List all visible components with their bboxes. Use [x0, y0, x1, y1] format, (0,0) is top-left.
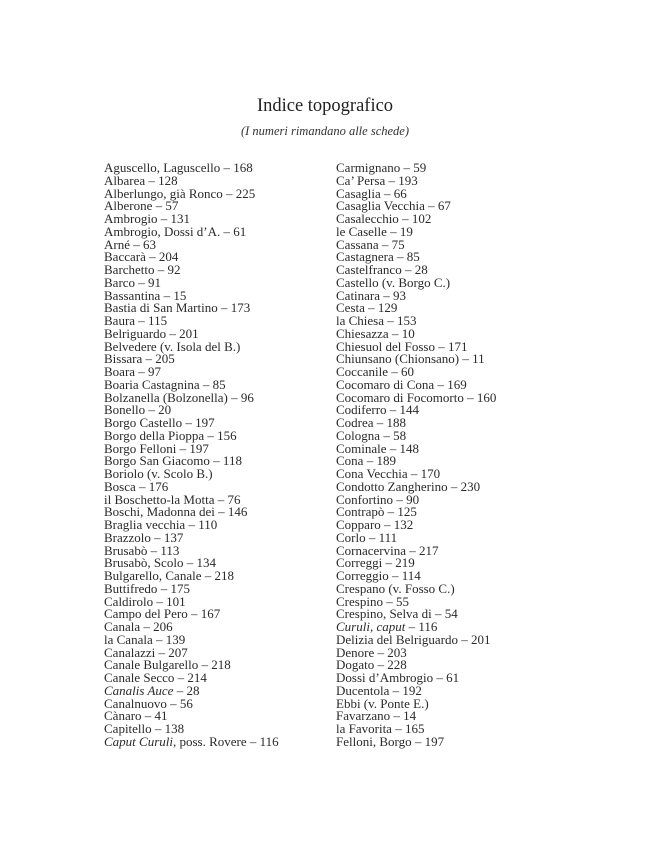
entry-reference: – 75	[378, 236, 405, 252]
entry-reference: – 115	[135, 313, 168, 328]
entry-reference: – 85	[393, 249, 420, 265]
place-name: Campo del Pero	[104, 606, 188, 622]
place-name: Canale Secco	[104, 670, 175, 685]
place-name: Carmignano	[336, 160, 401, 175]
place-name: Borgo San Giacomo	[104, 453, 210, 469]
entry-reference: – 10	[388, 325, 415, 341]
place-name: Capitello	[104, 721, 152, 736]
entry-reference: – 169	[434, 376, 467, 392]
entry-reference: – 110	[185, 517, 218, 532]
index-entry	[336, 733, 561, 749]
entry-reference: – 214	[174, 670, 207, 685]
entry-reference: – 204	[145, 249, 179, 265]
entry-reference: – 165	[391, 721, 425, 736]
entry-reference: – 116	[405, 619, 438, 634]
place-name: Cocomaro di Cona	[336, 376, 435, 392]
entry-reference: – 218	[198, 657, 231, 673]
place-name: Canala	[104, 619, 141, 634]
entry-reference: – 125	[384, 504, 417, 520]
place-name: Boara	[104, 364, 136, 379]
place-name: Condotto Zangherino	[336, 478, 448, 494]
place-name: Coccanile	[336, 364, 388, 379]
entry-reference: – 148	[386, 440, 420, 456]
place-name: Baccarà	[104, 249, 146, 265]
place-name: Bissara	[104, 351, 143, 367]
place-name: Chiunsano (Chionsano)	[336, 351, 460, 367]
place-name: Correggio	[336, 568, 389, 583]
place-name: Codrea	[336, 415, 374, 430]
place-name: Castagnera	[336, 249, 394, 265]
entry-reference: – 128	[145, 172, 178, 188]
entry-reference: – 176	[135, 478, 169, 494]
entry-reference: – 137	[150, 529, 184, 545]
place-name: Barchetto	[104, 262, 155, 277]
entry-reference: – 92	[154, 262, 181, 277]
entry-reference: – 170	[407, 466, 441, 481]
entry-reference: – 217	[406, 542, 439, 558]
place-name: Codiferro	[336, 402, 387, 418]
entry-reference: – 76	[214, 491, 241, 507]
place-name: Casaglia Vecchia	[336, 198, 425, 214]
entry-reference: – 67	[424, 198, 451, 214]
entry-reference: – 153	[384, 313, 417, 328]
place-name: Borgo Castello	[104, 415, 183, 430]
entry-reference: – 132	[380, 517, 414, 532]
entry-reference: – 60	[387, 364, 414, 379]
place-name: Cassana	[336, 236, 379, 252]
entry-reference: – 188	[373, 415, 407, 430]
place-name: Dogato	[336, 657, 375, 673]
entry-reference: – 14	[390, 708, 417, 724]
place-name: Bosca	[104, 478, 136, 494]
place-name: Casalecchio	[336, 211, 399, 226]
place-name: Cànaro	[104, 708, 142, 724]
entry-reference: – 228	[374, 657, 407, 673]
place-name: Catinara	[336, 287, 381, 303]
place-name: Copparo	[336, 517, 381, 532]
entry-reference: – 168	[220, 160, 253, 175]
place-name: Canalis Auce	[104, 682, 174, 698]
entry-reference: – 19	[386, 223, 413, 239]
place-name: Confortino	[336, 491, 394, 507]
entry-reference: – 207	[155, 644, 188, 660]
place-name: Brusabò, Scolo	[104, 555, 184, 571]
entry-reference: – 193	[385, 172, 418, 188]
place-name: Caldirolo	[104, 593, 154, 609]
entry-reference: – 206	[140, 619, 173, 634]
place-name: Chiesazza	[336, 325, 389, 341]
place-name: Ambrogio	[104, 211, 158, 226]
place-name: Castelfranco	[336, 262, 402, 277]
place-name: Felloni, Borgo	[336, 733, 412, 749]
place-name: Curuli, caput	[336, 619, 406, 634]
entry-reference: – 171	[434, 338, 468, 354]
entry-reference: – 173	[217, 300, 251, 316]
place-name: Boschi, Madonna dei	[104, 504, 215, 520]
place-name: Castello (v. Borgo C.)	[336, 274, 451, 290]
entry-reference: – 63	[130, 236, 156, 252]
entry-reference: – 189	[363, 453, 396, 469]
place-name: Denore	[336, 644, 375, 660]
entry-reference: – 93	[380, 287, 407, 303]
entry-reference: – 218	[201, 568, 234, 583]
entry-reference: – 102	[398, 211, 432, 226]
entry-reference: – 96	[227, 389, 254, 405]
entry-reference: – 28	[401, 262, 428, 277]
entry-reference: – 56	[166, 695, 193, 711]
place-name: Brazzolo	[104, 529, 151, 545]
entry-reference: – 59	[400, 160, 427, 175]
place-name: Baura	[104, 313, 136, 328]
place-name: Bonello	[104, 402, 146, 418]
page-subtitle: (I numeri rimandano alle schede)	[240, 124, 410, 138]
entry-reference: – 41	[141, 708, 168, 724]
place-name: Caput Curuli	[104, 733, 173, 749]
index-entry	[104, 733, 329, 749]
entry-reference: , poss. Rovere – 116	[173, 733, 279, 749]
entry-reference: – 66	[380, 185, 407, 201]
entry-reference: – 101	[153, 593, 186, 609]
place-name: Cocomaro di Focomorto	[336, 389, 464, 405]
place-name: Aguscello, Laguscello	[104, 160, 221, 175]
entry-reference: – 134	[183, 555, 216, 571]
entry-reference: – 11	[459, 351, 485, 367]
entry-reference: – 192	[389, 682, 422, 698]
entry-reference: – 61	[433, 670, 460, 685]
entry-reference: – 203	[374, 644, 407, 660]
entry-reference: – 167	[187, 606, 221, 622]
index-column-right	[336, 162, 561, 749]
place-name: Borgo Felloni	[104, 440, 177, 456]
place-name: Correggi	[336, 555, 383, 571]
place-name: Bastia di San Martino	[104, 300, 218, 316]
place-name: Alberone	[104, 198, 153, 214]
place-name: Borgo della Pioppa	[104, 427, 205, 443]
place-name: Contrapò	[336, 504, 385, 520]
entry-reference: – 201	[458, 631, 491, 647]
place-name: Ambrogio, Dossi d’A.	[104, 223, 221, 239]
entry-reference: – 138	[151, 721, 185, 736]
place-name: Ca’ Persa	[336, 172, 386, 188]
entry-reference: – 15	[160, 287, 187, 303]
place-name: Cona	[336, 453, 364, 469]
place-name: il Boschetto-la Motta	[104, 491, 215, 507]
place-name: la Canala	[104, 631, 153, 647]
place-name: Corlo	[336, 529, 366, 545]
place-name: Albarea	[104, 172, 146, 188]
place-name: Cona Vecchia	[336, 466, 408, 481]
place-name: Canalazzi	[104, 644, 156, 660]
place-name: Canale Bulgarello	[104, 657, 199, 673]
index-column-left	[104, 162, 329, 749]
entry-reference: – 197	[182, 415, 215, 430]
place-name: Bolzanella (Bolzonella)	[104, 389, 228, 405]
place-name: la Favorita	[336, 721, 392, 736]
entry-reference: – 54	[431, 606, 458, 622]
place-name: la Chiesa	[336, 313, 385, 328]
place-name: Crespano (v. Fosso C.)	[336, 580, 455, 596]
entry-reference: – 156	[204, 427, 237, 443]
place-name: Crespino	[336, 593, 383, 609]
entry-reference: – 197	[411, 733, 445, 749]
entry-reference: – 111	[365, 529, 398, 545]
entry-reference: – 85	[199, 376, 226, 392]
place-name: Canalnuovo	[104, 695, 167, 711]
entry-reference: – 131	[157, 211, 190, 226]
entry-reference: – 58	[380, 427, 407, 443]
entry-reference: – 61	[220, 223, 247, 239]
place-name: Boaria Castagnina	[104, 376, 200, 392]
page-title: Indice topografico	[256, 96, 394, 116]
entry-reference: – 129	[364, 300, 398, 316]
entry-reference: – 55	[382, 593, 409, 609]
place-name: Cornacervina	[336, 542, 407, 558]
entry-reference: – 160	[463, 389, 497, 405]
entry-reference: – 205	[142, 351, 175, 367]
entry-reference: – 139	[152, 631, 186, 647]
place-name: Bulgarello, Canale	[104, 568, 202, 583]
place-name: Ebbi (v. Ponte E.)	[336, 695, 429, 711]
place-name: Cominale	[336, 440, 387, 456]
entry-reference: – 225	[222, 185, 256, 201]
place-name: Cologna	[336, 427, 381, 443]
place-name: Cesta	[336, 300, 365, 316]
entry-reference: – 28	[173, 682, 200, 698]
place-name: Delizia del Belriguardo	[336, 631, 459, 647]
place-name: Boriolo (v. Scolo B.)	[104, 466, 213, 481]
place-name: Brusabò	[104, 542, 148, 558]
entry-reference: – 146	[214, 504, 248, 520]
place-name: Dossi d’Ambrogio	[336, 670, 434, 685]
entry-reference: – 114	[388, 568, 421, 583]
entry-reference: – 57	[152, 198, 179, 214]
entry-reference: – 118	[209, 453, 242, 469]
entry-reference: – 175	[157, 580, 190, 596]
place-name: Braglia vecchia	[104, 517, 186, 532]
entry-reference: – 144	[386, 402, 420, 418]
place-name: Buttifredo	[104, 580, 158, 596]
entry-reference: – 197	[176, 440, 209, 456]
place-name: Bassantina	[104, 287, 161, 303]
place-name: Belvedere (v. Isola del B.)	[104, 338, 241, 354]
place-name: Favarzano	[336, 708, 391, 724]
place-name: le Caselle	[336, 223, 387, 239]
place-name: Crespino, Selva di	[336, 606, 432, 622]
place-name: Ducentola	[336, 682, 390, 698]
entry-reference: – 201	[166, 325, 199, 341]
place-name: Belriguardo	[104, 325, 167, 341]
place-name: Alberlungo, già Ronco	[104, 185, 223, 201]
entry-reference: – 219	[382, 555, 415, 571]
entry-reference: – 113	[147, 542, 180, 558]
place-name: Casaglia	[336, 185, 381, 201]
place-name: Arné	[104, 236, 130, 252]
entry-reference: – 97	[135, 364, 162, 379]
place-name: Chiesuol del Fosso	[336, 338, 435, 354]
entry-reference: – 91	[135, 274, 162, 290]
entry-reference: – 20	[145, 402, 172, 418]
entry-reference: – 230	[447, 478, 481, 494]
entry-reference: – 90	[393, 491, 420, 507]
place-name: Barco	[104, 274, 136, 290]
